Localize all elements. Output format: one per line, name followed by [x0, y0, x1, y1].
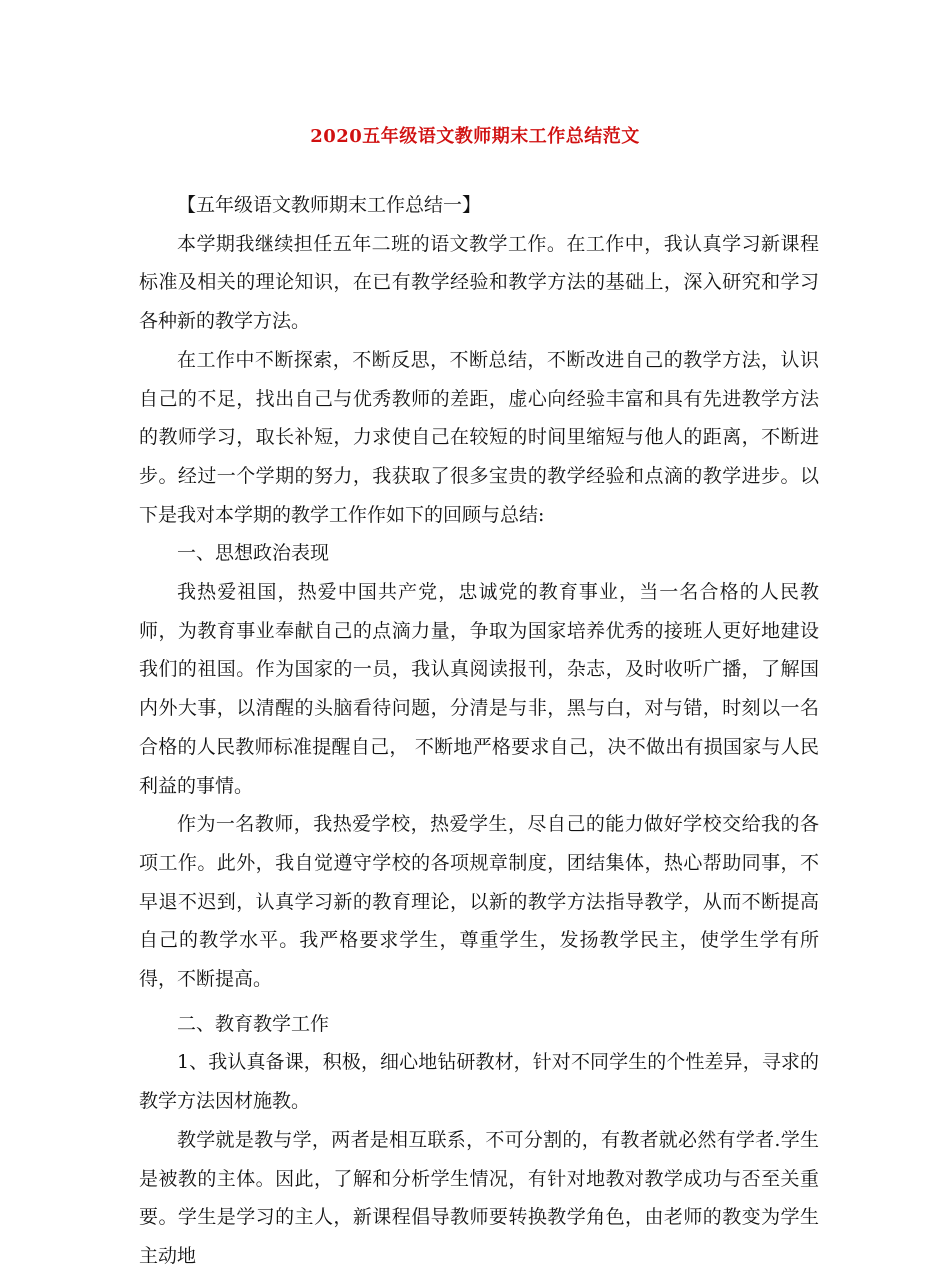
paragraph-3: 我热爱祖国，热爱中国共产党，忠诚党的教育事业，当一名合格的人民教师，为教育事业奉献自己的点滴力量，争取为国家培养优秀的接班人更好地建设我们的祖国。作为国家的一员，我认真阅读报刊，杂志，及时收听广播，了解国内外大事，以清醒的头脑看待问题，分清是与非，黑与白，对与错，时刻以一名合格的人民教师标准提醒自己， 不断地严格要求自己，决不做出有损国家与人民利益的事情。 — [139, 581, 819, 797]
subheading-teaching: 二、教育教学工作 — [177, 1012, 330, 1035]
section-heading: 【五年级语文教师期末工作总结一】 — [177, 194, 482, 216]
document-body — [139, 186, 819, 1276]
document-title: 2020五年级语文教师期末工作总结范文 — [310, 126, 640, 147]
paragraph-6: 教学就是教与学，两者是相互联系，不可分割的，有教者就必然有学者.学生是被教的主体。因此，了解和分析学生情况，有针对地教对教学成功与否至关重要。学生是学习的主人，新课程倡导教师要转换教学角色，由老师的教变为学生主动地 — [139, 1128, 819, 1267]
subheading-political: 一、思想政治表现 — [177, 542, 330, 565]
paragraph-4: 作为一名教师，我热爱学校，热爱学生，尽自己的能力做好学校交给我的各项工作。此外，我自觉遵守学校的各项规章制度，团结集体，热心帮助同事，不早退不迟到，认真学习新的教育理论，以新的教学方法指导教学，从而不断提高自己的教学水平。我严格要求学生，尊重学生，发扬教学民主，使学生学有所得，不断提高。 — [139, 813, 819, 991]
paragraph-2: 在工作中不断探索，不断反思，不断总结，不断改进自己的教学方法，认识自己的不足，找出自己与优秀教师的差距，虚心向经验丰富和具有先进教学方法的教师学习，取长补短，力求使自己在较短的时间里缩短与他人的距离，不断进步。经过一个学期的努力，我获取了很多宝贵的教学经验和点滴的教学进步。以下是我对本学期的教学工作作如下的回顾与总结: — [139, 348, 819, 526]
paragraph-5: 1、我认真备课，积极，细心地钻研教材，针对不同学生的个性差异，寻求的教学方法因材施教。 — [139, 1051, 819, 1113]
paragraph-1: 本学期我继续担任五年二班的语文教学工作。在工作中，我认真学习新课程标准及相关的理论知识，在已有教学经验和教学方法的基础上，深入研究和学习各种新的教学方法。 — [139, 232, 819, 333]
